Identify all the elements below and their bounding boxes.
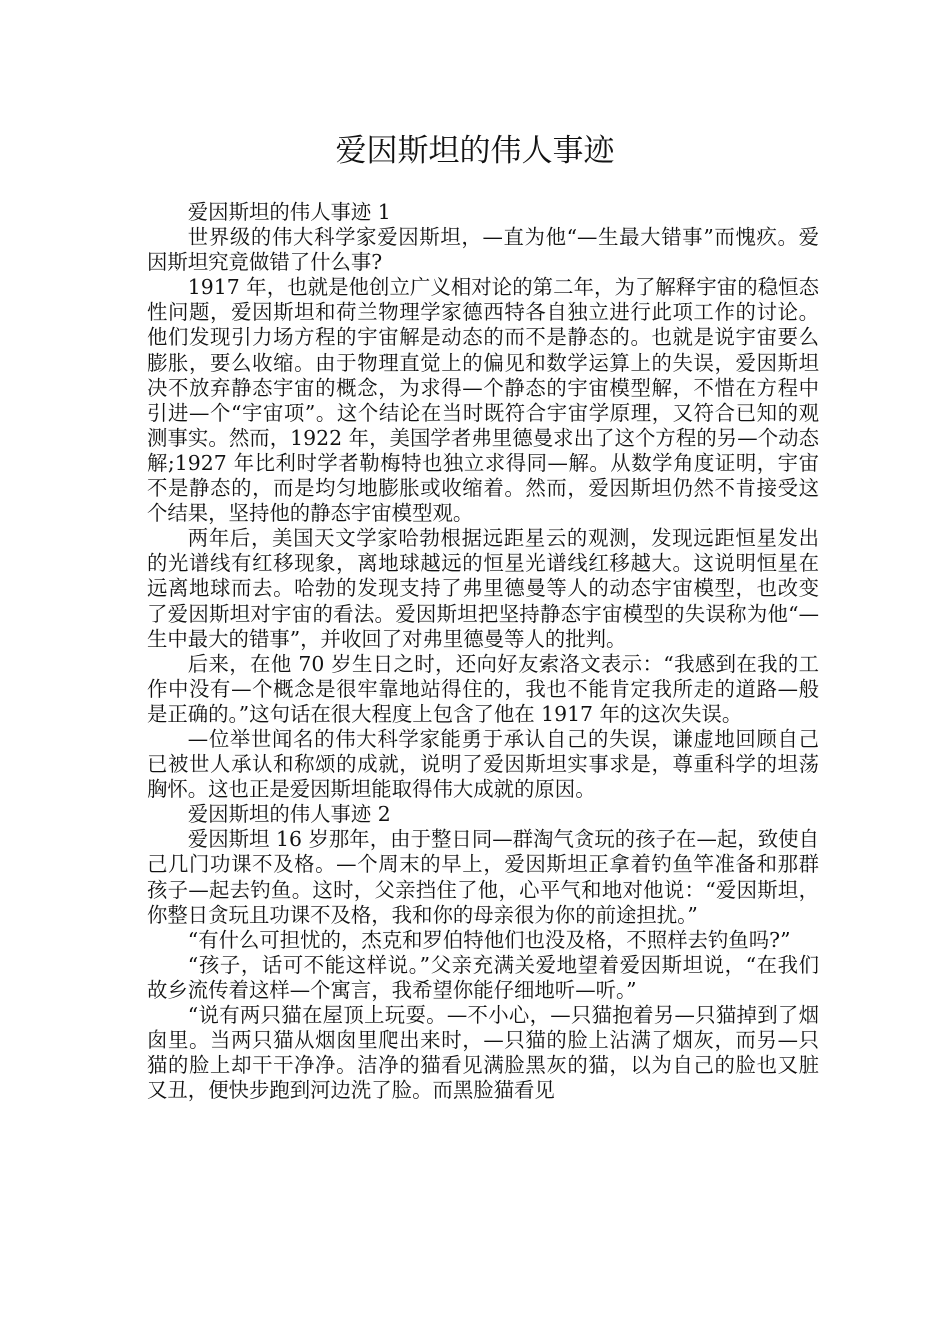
document-body bbox=[147, 200, 819, 1103]
paragraph-cat-fable: “说有两只猫在屋顶上玩耍。—不小心，—只猫抱着另—只猫掉到了烟囱里。当两只猫从烟囱里爬出来时，—只猫的脸上沾满了烟灰，而另—只猫的脸上却干干净净。洁净的猫看见满脸黑灰的猫，以为自己的脸也又脏又丑，便快步跑到河边洗了脸。而黑脸猫看见 bbox=[147, 1003, 819, 1103]
document-title: 爱因斯坦的伟人事迹 bbox=[335, 133, 615, 169]
paragraph-70th-birthday: 后来，在他 70 岁生日之时，还向好友索洛文表示：“我感到在我的工作中没有—个概念是很牢靠地站得住的，我也不能肯定我所走的道路—般是正确的。”这句话在很大程度上包含了他在 1917 年的这次失误。 bbox=[147, 651, 819, 726]
paragraph-age-16: 爱因斯坦 16 岁那年，由于整日同—群淘气贪玩的孩子在—起，致使自己几门功课不及格。—个周末的早上，爱因斯坦正拿着钓鱼竿准备和那群孩子—起去钓鱼。这时，父亲挡住了他，心平气和地对他说：“爱因斯坦，你整日贪玩且功课不及格，我和你的母亲很为你的前途担扰。” bbox=[147, 827, 819, 927]
paragraph-1917: 1917 年，也就是他创立广义相对论的第二年，为了解释宇宙的稳恒态性问题，爱因斯坦和荷兰物理学家德西特各自独立进行此项工作的讨论。他们发现引力场方程的宇宙解是动态的而不是静态的。也就是说宇宙要么膨胀，要么收缩。由于物理直觉上的偏见和数学运算上的失误，爱因斯坦决不放弃静态宇宙的概念，为求得—个静态的宇宙模型解，不惜在方程中引进—个“宇宙项”。这个结论在当时既符合宇宙学原理，又符合已知的观测事实。然而，1922 年，美国学者弗里德曼求出了这个方程的另—个动态解;1927 年比利时学者勒梅特也独立求得同—解。从数学角度证明，宇宙不是静态的，而是均匀地膨胀或收缩着。然而，爱因斯坦仍然不肯接受这个结果，坚持他的静态宇宙模型观。 bbox=[147, 275, 819, 526]
paragraph-father-speaks: “孩子，话可不能这样说。”父亲充满关爱地望着爱因斯坦说，“在我们故乡流传着这样—个寓言，我希望你能仔细地听—听。” bbox=[147, 952, 819, 1002]
paragraph-conclusion: —位举世闻名的伟大科学家能勇于承认自己的失误，谦虚地回顾自己已被世人承认和称颂的成就，说明了爱因斯坦实事求是，尊重科学的坦荡胸怀。这也正是爱因斯坦能取得伟大成就的原因。 bbox=[147, 726, 819, 802]
paragraph-hubble: 两年后，美国天文学家哈勃根据远距星云的观测，发现远距恒星发出的光谱线有红移现象，离地球越远的恒星光谱线红移越大。这说明恒星在远离地球而去。哈勃的发现支持了弗里德曼等人的动态宇宙模型，也改变了爱因斯坦对宇宙的看法。爱因斯坦把坚持静态宇宙模型的失误称为他“—生中最大的错事”，并收回了对弗里德曼等人的批判。 bbox=[147, 526, 819, 651]
section-heading-2: 爱因斯坦的伟人事迹 2 bbox=[187, 802, 391, 827]
section-heading-1: 爱因斯坦的伟人事迹 1 bbox=[187, 200, 391, 224]
paragraph-reply: “有什么可担忧的，杰克和罗伯特他们也没及格，不照样去钓鱼吗?” bbox=[187, 927, 791, 952]
paragraph-intro: 世界级的伟大科学家爱因斯坦，—直为他“—生最大错事”而愧疚。爱因斯坦究竟做错了什么事? bbox=[147, 225, 819, 275]
